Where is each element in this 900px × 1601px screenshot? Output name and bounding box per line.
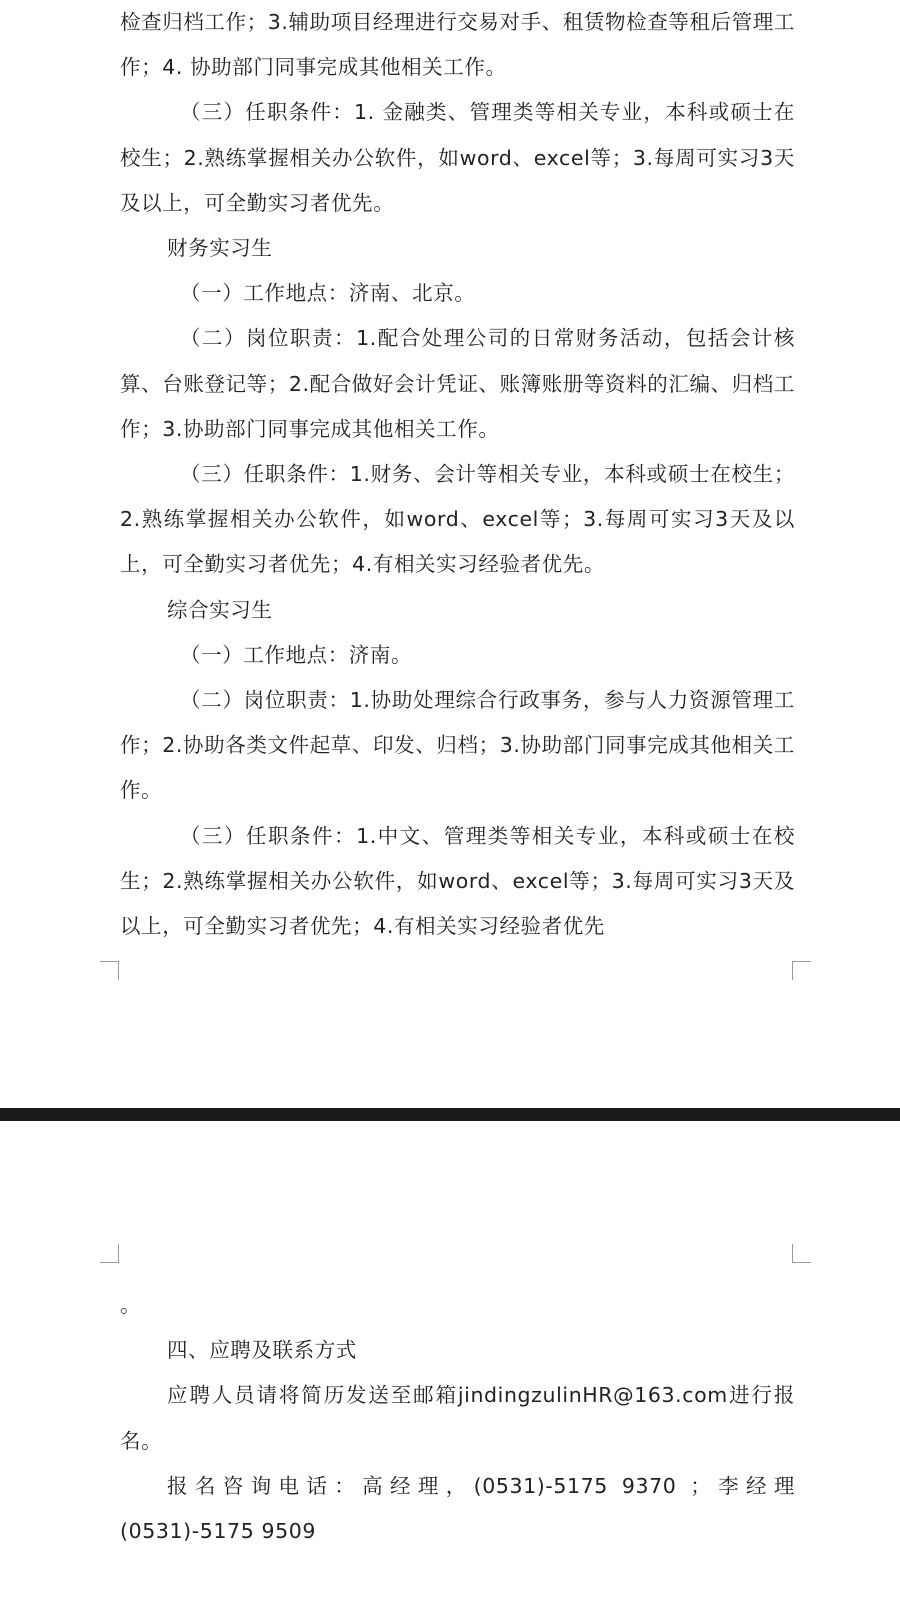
- margin-corner-mark-top-right: [792, 1244, 811, 1263]
- paragraph-archive-continuation: 检查归档工作；3.辅助项目经理进行交易对手、租赁物检查等租后管理工作；4. 协助部门同事完成其他相关工作。: [120, 10, 795, 80]
- paragraph-general-duties: （二）岗位职责：1.协助处理综合行政事务，参与人力资源管理工作；2.协助各类文件起草、印发、归档；3.协助部门同事完成其他相关工作。: [120, 688, 795, 803]
- margin-corner-mark-top-left: [100, 1244, 119, 1263]
- paragraph-period-continuation: 。: [120, 1293, 142, 1317]
- paragraph-general-requirements: （三）任职条件：1.中文、管理类等相关专业，本科或硕士在校生；2.熟练掌握相关办公软件，如word、excel等；3.每周可实习3天及以上，可全勤实习者优先；4.有相关实习经验者优先: [120, 823, 795, 939]
- paragraph-contact-phone: 报名咨询电话：高经理，(0531)-5175 9370 ；李经理(0531)-5175 9509: [120, 1473, 795, 1544]
- heading-finance-intern: 财务实习生: [167, 236, 273, 261]
- heading-application-contact: 四、应聘及联系方式: [167, 1338, 357, 1363]
- margin-corner-mark-bottom-right: [792, 961, 811, 980]
- page-separator: [0, 1108, 900, 1121]
- paragraph-application-email: 应聘人员请将简历发送至邮箱jindingzulinHR@163.com进行报名。: [120, 1383, 795, 1453]
- heading-general-intern: 综合实习生: [167, 597, 273, 622]
- document-page-2: [0, 1121, 900, 1601]
- paragraph-finance-duties: （二）岗位职责：1.配合处理公司的日常财务活动，包括会计核算、台账登记等；2.配合做好会计凭证、账簿账册等资料的汇编、归档工作；3.协助部门同事完成其他相关工作。: [120, 326, 795, 441]
- paragraph-finance-requirements: （三）任职条件：1.财务、会计等相关专业，本科或硕士在校生；2.熟练掌握相关办公软件，如word、excel等；3.每周可实习3天及以上，可全勤实习者优先；4.有相关实习经验者优先。: [120, 462, 795, 577]
- page-1-body: [120, 0, 795, 949]
- page-2-body: [120, 1283, 795, 1554]
- paragraph-general-location: （一）工作地点：济南。: [180, 642, 413, 667]
- paragraph-requirements-1: （三）任职条件：1. 金融类、管理类等相关专业，本科或硕士在校生；2.熟练掌握相关办公软件，如word、excel等；3.每周可实习3天及以上，可全勤实习者优先。: [120, 100, 795, 215]
- paragraph-finance-location: （一）工作地点：济南、北京。: [180, 281, 476, 306]
- margin-corner-mark-bottom-left: [100, 961, 119, 980]
